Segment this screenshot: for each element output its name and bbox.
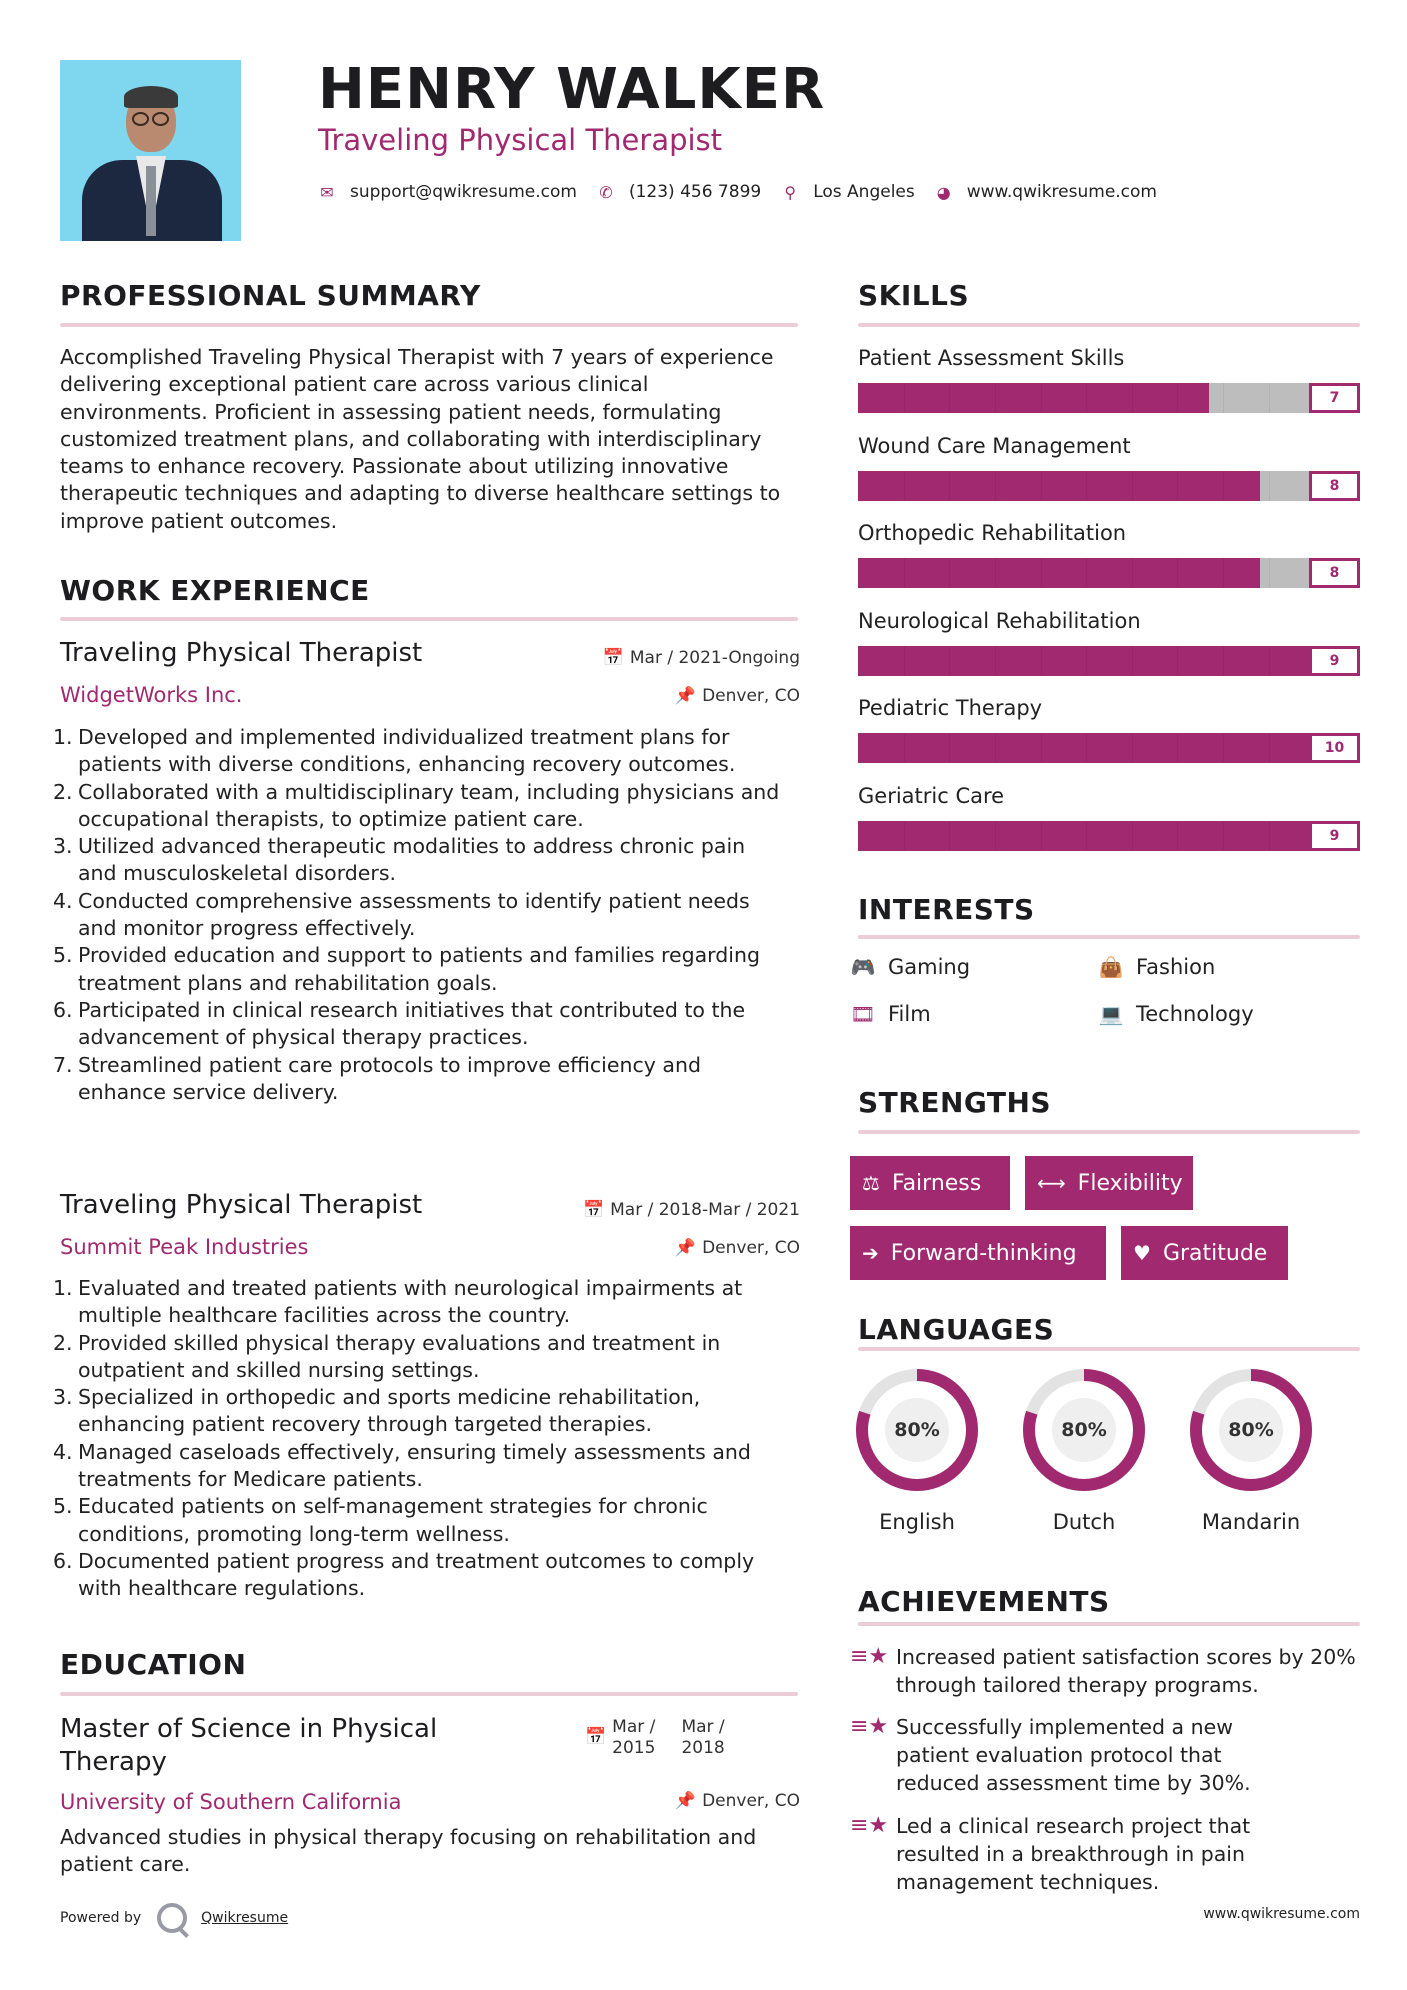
education-location: 📌 Denver, CO: [674, 1791, 800, 1811]
map-pin-icon: ⚲: [784, 182, 797, 202]
language-percent: 80%: [1219, 1398, 1283, 1462]
calendar-icon: 📅: [582, 1200, 605, 1220]
list-item: 5. Provided education and support to patients and families regarding treatment plans and rehabilitation goals.: [53, 943, 760, 995]
list-item: 3. Specialized in orthopedic and sports medicine rehabilitation, enhancing patient recovery through targeted therapies.: [53, 1385, 701, 1437]
job-company: WidgetWorks Inc.: [60, 683, 243, 707]
pushpin-icon: 📌: [674, 686, 697, 706]
summary-heading: PROFESSIONAL SUMMARY: [60, 279, 481, 312]
skill-score: 8: [1309, 558, 1360, 588]
language-name: English: [879, 1510, 955, 1534]
candidate-title: Traveling Physical Therapist: [318, 123, 723, 157]
list-item: 1. Developed and implemented individualized treatment plans for patients with diverse conditions, enhancing recovery outcomes.: [53, 725, 736, 777]
contact-location: Los Angeles: [813, 182, 915, 202]
job-title: Traveling Physical Therapist: [60, 1190, 423, 1220]
interest-fashion: 👜 Fashion: [1098, 955, 1216, 979]
job-company: Summit Peak Industries: [60, 1235, 309, 1259]
strength-forward-thinking: ➔ Forward-thinking: [850, 1226, 1106, 1280]
job-title: Traveling Physical Therapist: [60, 638, 423, 668]
languages-heading: LANGUAGES: [858, 1313, 1055, 1346]
skill-bar: [858, 646, 1360, 676]
skill-score: 9: [1309, 646, 1360, 676]
list-item: 4. Conducted comprehensive assessments to identify patient needs and monitor progress effectively.: [53, 888, 750, 941]
arrows-horizontal-icon: ⟷: [1037, 1171, 1066, 1195]
language-progress-ring: [1189, 1368, 1313, 1492]
strengths-divider: [858, 1130, 1360, 1134]
shopping-bag-icon: 👜: [1098, 955, 1124, 979]
strengths-heading: STRENGTHS: [858, 1086, 1052, 1119]
contact-email[interactable]: support@qwikresume.com: [350, 182, 577, 202]
language-item: [855, 1368, 979, 1534]
achievement-item: ≡★ Successfully implemented a new patient evaluation protocol that reduced assessment time by 30%.: [850, 1714, 1251, 1795]
candidate-name: HENRY WALKER: [318, 57, 826, 122]
pushpin-icon: 📌: [674, 1791, 697, 1811]
star-icon: ≡★: [850, 1644, 889, 1669]
strength-fairness: ⚖ Fairness: [850, 1156, 1010, 1210]
language-progress-ring: [1022, 1368, 1146, 1492]
job-bullets: [53, 724, 790, 1106]
list-item: 6. Participated in clinical research initiatives that contributed to the advancement of physical therapy practices.: [53, 997, 746, 1050]
language-progress-ring: [855, 1368, 979, 1492]
list-item: 2. Collaborated with a multidisciplinary team, including physicians and occupational therapists, to optimize patient care.: [53, 779, 780, 831]
school-name: University of Southern California: [60, 1790, 402, 1814]
list-item: 5. Educated patients on self-management strategies for chronic conditions, promoting long-term wellness.: [53, 1494, 708, 1546]
experience-heading: WORK EXPERIENCE: [60, 574, 370, 607]
arrow-right-icon: ➔: [862, 1241, 879, 1265]
job-dates: 📅 Mar / 2018-Mar / 2021: [582, 1200, 800, 1220]
list-item: 2. Provided skilled physical therapy evaluations and treatment in outpatient and skilled nursing settings.: [53, 1330, 721, 1382]
heart-icon: ♥: [1133, 1241, 1151, 1265]
interest-film: 🎞 Film: [850, 1002, 931, 1026]
qwikresume-logo-icon: [157, 1903, 187, 1933]
interests-heading: INTERESTS: [858, 893, 1035, 926]
skill-bar: [858, 471, 1360, 501]
job-dates: 📅 Mar / 2021-Ongoing: [602, 648, 800, 668]
job-bullets: [53, 1275, 790, 1603]
education-divider: [60, 1692, 798, 1696]
globe-icon: ◕: [936, 182, 951, 202]
achievements-divider: [858, 1622, 1360, 1626]
education-heading: EDUCATION: [60, 1648, 247, 1681]
laptop-icon: 💻: [1098, 1002, 1124, 1026]
pushpin-icon: 📌: [674, 1238, 697, 1258]
interests-divider: [858, 935, 1360, 939]
footer-website[interactable]: www.qwikresume.com: [1203, 1906, 1360, 1922]
star-icon: ≡★: [850, 1813, 889, 1838]
language-name: Dutch: [1052, 1510, 1116, 1534]
education-dates: 📅 Mar / 2015 Mar / 2018: [585, 1717, 725, 1758]
degree-title: Master of Science in Physical Therapy: [60, 1714, 438, 1777]
language-name: Mandarin: [1201, 1510, 1301, 1534]
contact-phone[interactable]: (123) 456 7899: [628, 182, 762, 202]
interest-gaming: 🎮 Gaming: [850, 955, 971, 979]
skill-label: Wound Care Management: [858, 433, 1131, 458]
skills-heading: SKILLS: [858, 279, 970, 312]
language-percent: 80%: [1052, 1398, 1116, 1462]
language-item: [1189, 1368, 1313, 1534]
skill-label: Neurological Rehabilitation: [858, 608, 1141, 633]
powered-by: Powered by Qwikresume: [60, 1903, 288, 1933]
calendar-icon: 📅: [602, 648, 624, 668]
list-item: 6. Documented patient progress and treatment outcomes to comply with healthcare regulations.: [53, 1548, 755, 1601]
skill-label: Geriatric Care: [858, 783, 1005, 808]
contact-website[interactable]: www.qwikresume.com: [966, 182, 1157, 202]
skill-bar: [858, 821, 1360, 851]
calendar-icon: 📅: [585, 1727, 607, 1747]
skill-score: 8: [1309, 471, 1360, 501]
achievements-heading: ACHIEVEMENTS: [858, 1585, 1110, 1618]
star-icon: ≡★: [850, 1714, 889, 1739]
education-description: Advanced studies in physical therapy focusing on rehabilitation and patient care.: [60, 1825, 757, 1877]
language-item: [1022, 1368, 1146, 1534]
list-item: 3. Utilized advanced therapeutic modalities to address chronic pain and musculoskeletal disorders.: [53, 834, 746, 886]
experience-divider: [60, 617, 798, 621]
skill-bar: [858, 558, 1360, 588]
job-location: 📌 Denver, CO: [674, 686, 800, 706]
skill-score: 10: [1309, 733, 1360, 763]
skill-bar: [858, 733, 1360, 763]
gamepad-icon: 🎮: [850, 955, 876, 979]
skill-label: Orthopedic Rehabilitation: [858, 521, 1127, 545]
summary-divider: [60, 323, 798, 327]
language-percent: 80%: [885, 1398, 949, 1462]
languages-divider: [858, 1347, 1360, 1351]
achievement-item: ≡★ Increased patient satisfaction scores by 20% through tailored therapy programs.: [850, 1644, 1356, 1697]
qwikresume-link[interactable]: Qwikresume: [201, 1910, 289, 1926]
summary-text: Accomplished Traveling Physical Therapist with 7 years of experience delivering exceptional patient care across various clinical environments. Proficient in assessing patient needs, formulating customized treatment plans, and collaborating with interdisciplinary teams to enhance recovery. Passionate about utilizing innovative therapeutic techniques and adapting to diverse healthcare settings to improve patient outcomes.: [60, 345, 781, 533]
list-item: 4. Managed caseloads effectively, ensuring timely assessments and treatments for Medicare patients.: [53, 1439, 751, 1492]
strength-gratitude: ♥ Gratitude: [1121, 1226, 1288, 1280]
skill-label: Pediatric Therapy: [858, 696, 1043, 720]
skill-label: Patient Assessment Skills: [858, 346, 1125, 370]
phone-icon: ✆: [599, 182, 613, 202]
list-item: 7. Streamlined patient care protocols to improve efficiency and enhance service delivery.: [53, 1052, 701, 1104]
skills-divider: [858, 323, 1360, 327]
achievement-item: ≡★ Led a clinical research project that resulted in a breakthrough in pain management techniques.: [850, 1813, 1251, 1894]
skill-score: 9: [1309, 821, 1360, 851]
strength-flexibility: ⟷ Flexibility: [1025, 1156, 1193, 1210]
skill-score: 7: [1309, 383, 1360, 413]
balance-scale-icon: ⚖: [862, 1171, 880, 1195]
film-icon: 🎞: [850, 1002, 876, 1026]
envelope-icon: ✉: [320, 182, 334, 202]
contact-bar: [318, 180, 1177, 204]
profile-photo: [60, 60, 241, 241]
interest-technology: 💻 Technology: [1098, 1002, 1254, 1026]
list-item: 1. Evaluated and treated patients with neurological impairments at multiple healthcare facilities across the country.: [53, 1276, 743, 1328]
job-location: 📌 Denver, CO: [674, 1238, 800, 1258]
skill-bar: [858, 383, 1360, 413]
